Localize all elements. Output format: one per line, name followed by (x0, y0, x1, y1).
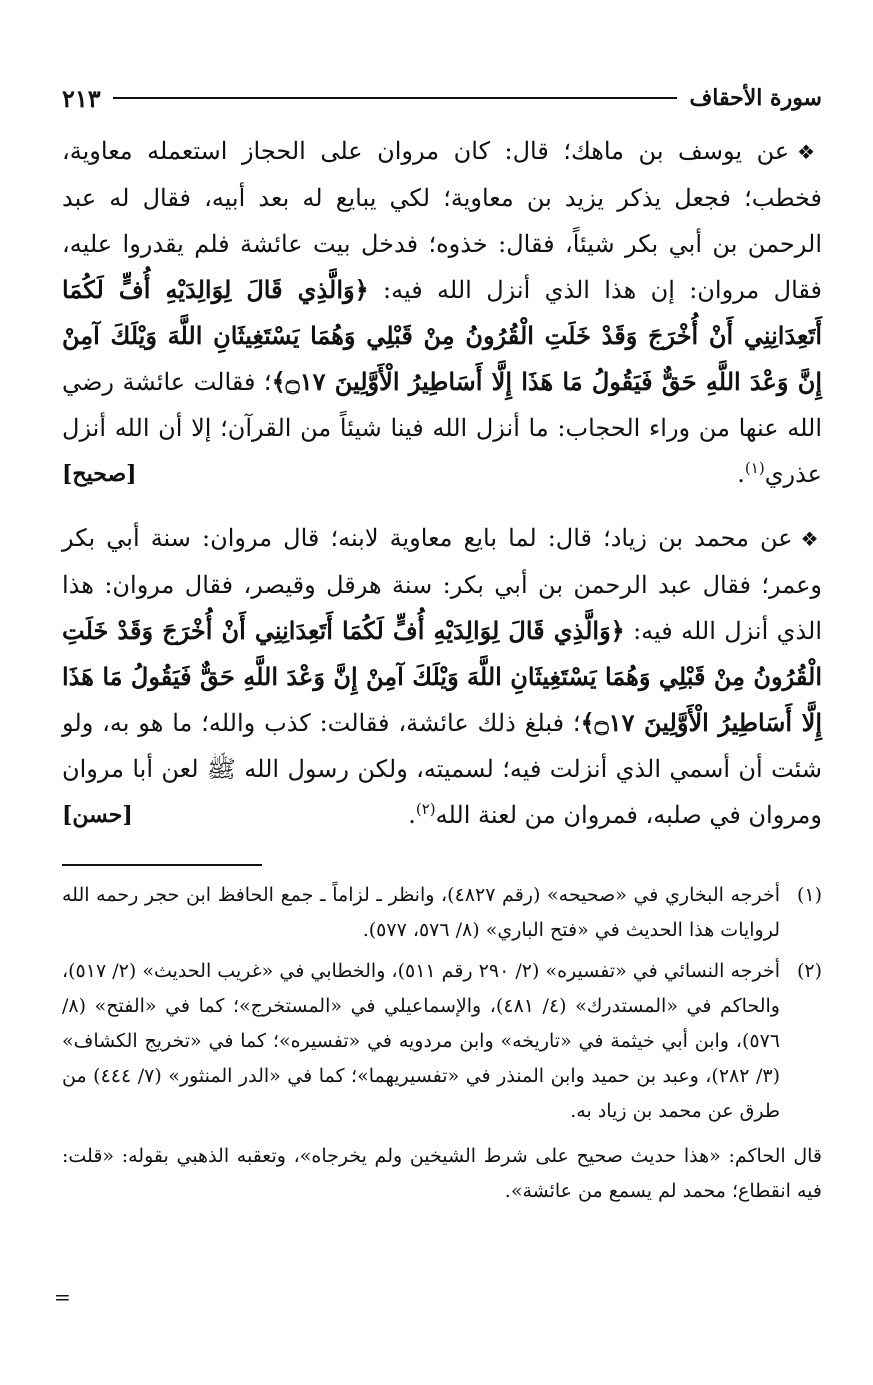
hadith-2 (62, 515, 822, 838)
page (62, 78, 822, 1209)
surah-title: سورة الأحقاف (689, 85, 822, 111)
hadith-1-end: . (737, 460, 745, 488)
footnote-ref-1[interactable]: (١) (744, 459, 765, 477)
hakim-comment: قال الحاكم: «هذا حديث صحيح على شرط الشيخين ولم يخرجاه»، وتعقبه الذهبي بقوله: «قلت: فيه انقطاع؛ محمد لم يسمع من عائشة». (62, 1145, 822, 1202)
footnote-ref-2[interactable]: (٢) (415, 800, 436, 818)
continuation-mark: = (54, 1285, 71, 1309)
hadith-2-grade: [حسن] (62, 802, 133, 828)
hadith-1 (62, 128, 822, 497)
hadith-2-end: . (408, 801, 416, 829)
page-number: ٢١٣ (62, 83, 101, 113)
diamond-icon: ❖ (800, 527, 822, 551)
footnote-2-text: أخرجه النسائي في «تفسيره» (٢/ ٢٩٠ رقم ٥١١)، والخطابي في «غريب الحديث» (٢/ ٥١٧)، والحاكم في «المستدرك» (٤/ ٤٨١)، والإسماعيلي في «المستخرج»؛ كما في «الفتح» (٨/ ٥٧٦)، وابن أبي خيثمة في «تاريخه» وابن مردويه في «تفسيره»؛ كما في «تخريج الكشاف» (٣/ ٢٨٢)، وعبد بن حميد وابن المنذر في «تفسيريهما»؛ كما في «الدر المنثور» (٧/ ٤٤٤) من طرق عن محمد بن زياد به. (62, 960, 780, 1122)
footnotes (62, 878, 822, 1209)
footnote-2-number: (٢) (796, 960, 822, 982)
footnote-2 (62, 954, 822, 1129)
footnote-1 (62, 878, 822, 948)
hadith-1-intro: عن يوسف بن ماهك؛ قال: كان مروان على الحجاز استعمله معاوية، فخطب؛ فجعل يذكر يزيد بن معاوية؛ لكي يبايع له بعد أبيه، فقال له عبد الرحمن بن أبي بكر شيئاً، فقال: خذوه؛ فدخل بيت عائشة فلم يقدروا عليه، فقال مروان: إن هذا الذي أنزل الله فيه: (62, 137, 823, 304)
hadith-2-after: ؛ فبلغ ذلك عائشة، فقالت: كذب والله؛ ما هو به، ولو شئت أن أسمي الذي أنزلت فيه؛ لسميته، ولكن رسول الله ﷺ لعن أبا مروان ومروان في صلبه، فمروان من لعنة الله (62, 709, 823, 829)
hadith-1-after: ؛ فقالت عائشة رضي الله عنها من وراء الحجاب: ما أنزل الله فينا شيئاً من القرآن؛ إلا أن الله أنزل عذري (62, 368, 822, 488)
footnote-1-text: أخرجه البخاري في «صحيحه» (رقم ٤٨٢٧)، وانظر ـ لزاماً ـ جمع الحافظ ابن حجر رحمه الله لروايات هذا الحديث في «فتح الباري» (٨/ ٥٧٦، ٥٧٧). (62, 884, 780, 941)
page-header (62, 78, 822, 118)
footnote-divider (62, 864, 262, 866)
hadith-1-grade: [صحيح] (62, 461, 137, 487)
diamond-icon: ❖ (797, 140, 822, 164)
hadith-2-quran-verse: ﴿وَالَّذِي قَالَ لِوَالِدَيْهِ أُفٍّ لَكُمَا أَتَعِدَانِنِي أَنْ أُخْرَجَ وَقَدْ خَلَتِ الْقُرُونُ مِنْ قَبْلِي وَهُمَا يَسْتَغِيثَانِ اللَّهَ وَيْلَكَ آمِنْ إِنَّ وَعْدَ اللَّهِ حَقٌّ فَيَقُولُ مَا هَذَا إِلَّا أَسَاطِيرُ الْأَوَّلِينَ ۝١٧﴾ (62, 616, 823, 737)
footnote-1-number: (١) (796, 884, 822, 906)
hadith-1-quran-verse: ﴿وَالَّذِي قَالَ لِوَالِدَيْهِ أُفٍّ لَكُمَا أَتَعِدَانِنِي أَنْ أُخْرَجَ وَقَدْ خَلَتِ الْقُرُونُ مِنْ قَبْلِي وَهُمَا يَسْتَغِيثَانِ اللَّهَ وَيْلَكَ آمِنْ إِنَّ وَعْدَ اللَّهِ حَقٌّ فَيَقُولُ مَا هَذَا إِلَّا أَسَاطِيرُ الْأَوَّلِينَ ۝١٧﴾ (62, 275, 822, 396)
hadith-2-intro: عن محمد بن زياد؛ قال: لما بايع معاوية لابنه؛ قال مروان: سنة أبي بكر وعمر؛ فقال عبد الرحمن بن أبي بكر: سنة هرقل وقيصر، فقال مروان: هذا الذي أنزل الله فيه: (62, 524, 822, 645)
header-rule (113, 97, 678, 99)
